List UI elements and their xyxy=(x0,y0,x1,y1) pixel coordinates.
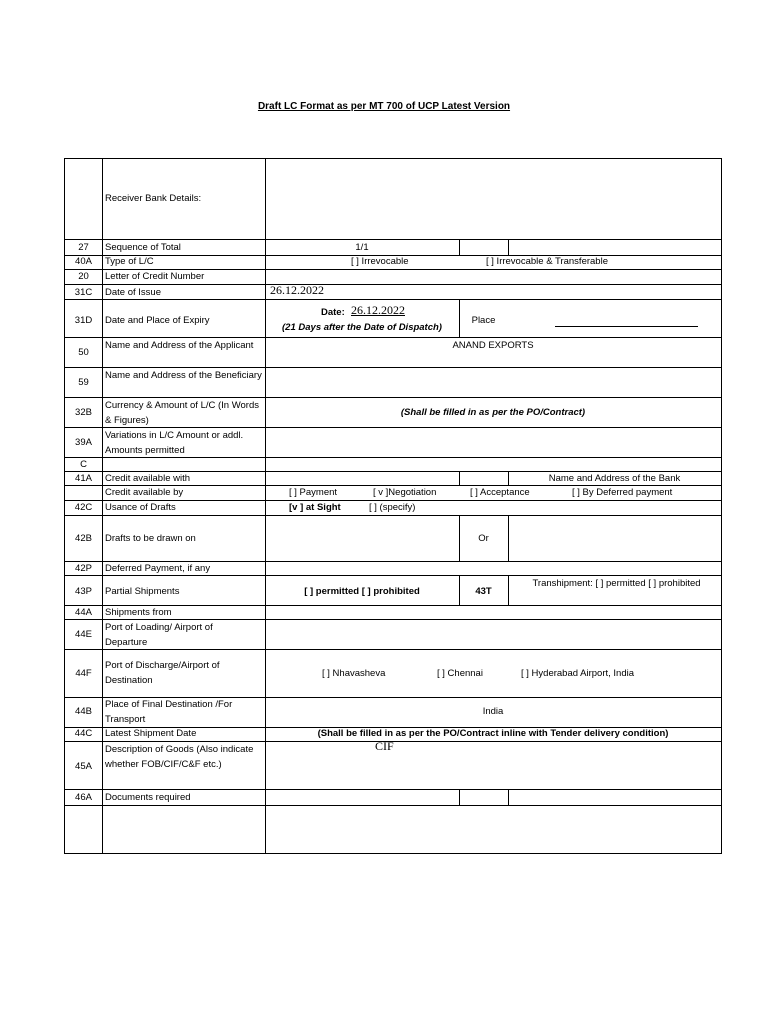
expiry-place-underline xyxy=(555,326,698,327)
field-label-description-of-goods: Description of Goods (Also indicate whether FOB/CIF/C&F etc.) xyxy=(105,744,254,770)
latest-shipment-value: (Shall be filled in as per the PO/Contract inline with Tender delivery condition) xyxy=(317,728,669,739)
option-acceptance: [ ] Acceptance xyxy=(470,487,530,498)
option-irrevocable: [ ] Irrevocable xyxy=(351,256,409,267)
expiry-date-label: Date: xyxy=(321,307,345,318)
field-code-59: 59 xyxy=(78,377,89,388)
option-nhavasheva: [ ] Nhavasheva xyxy=(322,668,386,679)
currency-amount-value: (Shall be filled in as per the PO/Contract) xyxy=(400,407,586,418)
option-payment: [ ] Payment xyxy=(289,487,338,498)
field-code-32b: 32B xyxy=(75,407,92,418)
final-destination-value: India xyxy=(482,706,504,717)
option-hyderabad-airport: [ ] Hyderabad Airport, India xyxy=(521,668,635,679)
field-code-50: 50 xyxy=(78,347,89,358)
expiry-note: (21 Days after the Date of Dispatch) xyxy=(282,322,442,333)
field-code-c: C xyxy=(80,459,87,470)
goods-terms-value: CIF xyxy=(375,739,394,753)
field-label-credit-available-by: Credit available by xyxy=(105,487,184,498)
option-negotiation: [ v ]Negotiation xyxy=(373,487,437,498)
field-code-44f: 44F xyxy=(75,668,92,679)
field-label-lc-number: Letter of Credit Number xyxy=(105,271,205,282)
field-label-port-of-discharge: Port of Discharge/Airport of Destination xyxy=(105,660,220,686)
field-label-applicant: Name and Address of the Applicant xyxy=(105,340,254,351)
sequence-value: 1/1 xyxy=(355,242,369,253)
field-label-documents-required: Documents required xyxy=(105,792,191,803)
field-code-42b: 42B xyxy=(75,533,92,544)
field-label-date-of-issue: Date of Issue xyxy=(105,287,161,298)
field-code-44e: 44E xyxy=(75,629,92,640)
date-of-issue-value: 26.12.2022 xyxy=(270,283,324,297)
transhipment-value: Transhipment: [ ] permitted [ ] prohibited xyxy=(532,578,701,589)
field-code-40a: 40A xyxy=(75,256,92,267)
field-code-31d: 31D xyxy=(74,315,93,326)
field-code-39a: 39A xyxy=(75,437,92,448)
field-label-usance: Usance of Drafts xyxy=(105,502,176,513)
field-code-42p: 42P xyxy=(75,563,92,574)
option-at-sight: [v ] at Sight xyxy=(289,502,341,513)
lc-format-table xyxy=(64,158,722,854)
option-deferred-payment: [ ] By Deferred payment xyxy=(572,487,673,498)
field-label-final-destination: Place of Final Destination /For Transport xyxy=(105,699,233,725)
field-label-drafts-drawn-on: Drafts to be drawn on xyxy=(105,533,196,544)
field-label-lc-type: Type of L/C xyxy=(105,256,154,267)
field-code-46a: 46A xyxy=(75,792,92,803)
field-code-45a: 45A xyxy=(75,761,92,772)
document-title: Draft LC Format as per MT 700 of UCP Latest Version xyxy=(257,101,511,112)
drafts-or: Or xyxy=(478,533,489,544)
field-label-currency-amount: Currency & Amount of L/C (In Words & Figures) xyxy=(105,400,259,426)
bank-name-address: Name and Address of the Bank xyxy=(548,473,681,484)
option-specify: [ ] (specify) xyxy=(369,502,416,513)
field-label-latest-shipment-date: Latest Shipment Date xyxy=(105,728,197,739)
field-label-sequence: Sequence of Total xyxy=(105,242,181,253)
field-code-43t: 43T xyxy=(475,586,492,597)
field-code-44a: 44A xyxy=(75,607,92,618)
option-chennai: [ ] Chennai xyxy=(437,668,483,679)
field-code-44b: 44B xyxy=(75,706,92,717)
field-code-31c: 31C xyxy=(74,287,93,298)
field-label-partial-shipments: Partial Shipments xyxy=(105,586,180,597)
field-label-expiry: Date and Place of Expiry xyxy=(105,315,210,326)
expiry-place-label: Place xyxy=(471,315,496,326)
field-label-beneficiary: Name and Address of the Beneficiary xyxy=(105,370,262,381)
field-label-port-of-loading: Port of Loading/ Airport of Departure xyxy=(105,622,213,648)
field-label-variations: Variations in L/C Amount or addl. Amounts permitted xyxy=(105,430,244,456)
field-code-43p: 43P xyxy=(75,586,92,597)
field-label-credit-available-with: Credit available with xyxy=(105,473,191,484)
field-label-shipments-from: Shipments from xyxy=(105,607,172,618)
field-code-41a: 41A xyxy=(75,473,92,484)
partial-shipments-value: [ ] permitted [ ] prohibited xyxy=(304,586,420,597)
field-code-42c: 42C xyxy=(74,502,93,513)
field-code-44c: 44C xyxy=(74,728,93,739)
field-code-20: 20 xyxy=(78,271,89,282)
field-label-deferred-payment: Deferred Payment, if any xyxy=(105,563,211,574)
expiry-date-value: 26.12.2022 xyxy=(351,303,405,317)
receiver-bank-label: Receiver Bank Details: xyxy=(105,193,202,204)
option-irrevocable-transferable: [ ] Irrevocable & Transferable xyxy=(486,256,608,267)
applicant-value: ANAND EXPORTS xyxy=(452,340,534,351)
field-code-27: 27 xyxy=(78,242,89,253)
